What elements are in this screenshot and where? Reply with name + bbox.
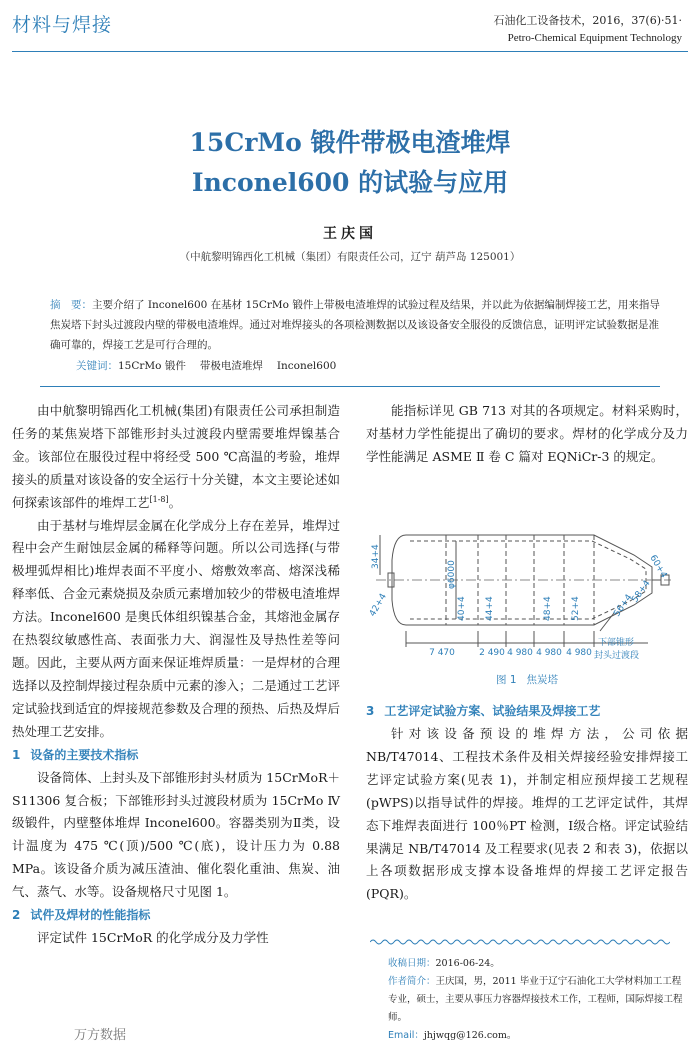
footnote (388, 955, 688, 1045)
footnote-separator (370, 938, 670, 946)
body-paragraph: 针对该设备预设的堆焊方法，公司依据 NB/T47014、工程技术条件及相关焊接经验安排焊接工艺评定试验方案(见表 1)，并制定相应预焊接工艺规程(pWPS)以指导试件的焊接。堆焊的工艺评定试件，其焊态下堆焊表面进行 100％PT 检测，Ⅰ级合格。评定试验结果满足 NB/T47014 及工程要求(见表 2 和表 3)，依据以上各项数据形成支撑本设备堆焊的焊接工艺评定报告(PQR)。 (366, 726, 688, 902)
dim-right-3: 58+4 (630, 578, 653, 605)
abstract (50, 295, 660, 355)
dim-bottom-left: 42+4 (367, 592, 389, 619)
dim-bottom-4: 4 980 (536, 648, 562, 658)
article-title-line1: 15CrMo 锻件带极电渣堆焊 (189, 128, 511, 157)
keyword-item: 15CrMo 锻件 (118, 360, 186, 372)
author-affiliation: （中航黎明锦西化工机械（集团）有限责任公司，辽宁 葫芦岛 125001） (179, 251, 521, 263)
callout-line2: 封头过渡段 (594, 651, 640, 661)
watermark: 万方数据 (74, 1028, 127, 1043)
article-title-line2: Inconel600 的试验与应用 (191, 168, 509, 197)
dim-right-2: 60+4 (647, 553, 669, 580)
section-heading-2: 2 试件及焊材的性能指标 (12, 908, 151, 923)
keywords (76, 358, 350, 373)
author-bio: 作者简介：王庆国，男，2011 毕业于辽宁石油化工大学材料加工工程专业，硕士，主要从事压力容器焊接技术工作，工程师，国际焊接工程师。 (388, 976, 683, 1023)
body-paragraph: 由于基材与堆焊层金属在化学成分上存在差异，堆焊过程中会产生耐蚀层金属的稀释等问题。所以公司选择(与带极埋弧焊相比)堆焊表面不平度小、熔敷效率高、熔深浅稀释率低、合金元素烧损及杂质元素增加较少的带极电渣堆焊方法。Inconel600 是奥氏体组织镍基合金，其熔池金属存在热裂纹敏感性高、表面张力大、润湿性及导热性差等问题。因此，主要从两方面来保证堆焊质量：一是焊材的合理选择以及控制焊接过程杂质中元素的渗入；二是通过工艺评定试验找到适宜的焊接规范参数及合理的预热、后热及焊后热处理工艺安排。 (12, 517, 340, 739)
dim-top-left: 34+4 (371, 544, 381, 569)
keyword-item: Inconel600 (276, 360, 337, 372)
callout-line1: 下部锥形 (598, 638, 635, 648)
author-name: 王庆国 (323, 226, 377, 242)
dim-diameter: φ6000 (447, 560, 457, 589)
dim-vertical-4: 52+4 (571, 596, 581, 621)
author-email: Email：jhjwqg@126.com。 (388, 1030, 517, 1041)
email-link[interactable]: jhjwqg@126.com。 (423, 1030, 517, 1041)
figure-caption: 图 1 焦炭塔 (495, 674, 559, 686)
abstract-divider (40, 386, 660, 387)
received-date: 收稿日期：2016-06-24。 (388, 958, 500, 969)
coke-tower-drawing (366, 505, 688, 670)
dim-bottom-3: 4 980 (507, 648, 533, 658)
dim-vertical-2: 44+4 (485, 596, 495, 621)
reference-citation[interactable]: [1-8] (149, 494, 169, 504)
header-divider (12, 51, 688, 52)
body-paragraph: 能指标详见 GB 713 对其的各项规定。材料采购时，对基材力学性能提出了确切的要求。焊材的化学成分及力学性能满足 ASME Ⅱ 卷 C 篇对 EQNiCr-3 的规定。 (366, 403, 688, 464)
dim-bottom-2: 2 490 (479, 648, 505, 658)
body-paragraph: 设备筒体、上封头及下部锥形封头材质为 15CrMoR＋S11306 复合板；下部锥形封头过渡段材质为 15CrMo Ⅳ 级锻件，内壁整体堆焊 Inconel600。容器类别为Ⅱ类，设计温度为 475 ℃(顶)/500 ℃(底)，设计压力为 0.88 MPa。该设备介质为减压渣油、催化裂化重油、焦炭、油气、蒸气、水等。设备规格尺寸见图 1。 (12, 769, 340, 900)
right-column-top (366, 400, 688, 469)
left-column (12, 400, 340, 950)
journal-english-name: Petro-Chemical Equipment Technology (507, 32, 682, 44)
dim-vertical-3: 48+4 (543, 596, 553, 621)
keyword-item: 带极电渣堆焊 (199, 360, 263, 372)
journal-citation: 石油化工设备技术，2016，37(6)·51· (493, 14, 682, 27)
body-paragraph: 由中航黎明锦西化工机械(集团)有限责任公司承担制造任务的某焦炭塔下部锥形封头过渡段内壁需要堆焊镍基合金。该部位在服役过程中将经受 500 ℃高温的考验，堆焊接头的质量对该设备的安全运行十分关键，本文主要论述如何探索该部件的堆焊工艺[1-8]。 (12, 403, 340, 510)
dim-vertical-1: 40+4 (457, 596, 467, 621)
section-tag: 材料与焊接 (12, 14, 113, 36)
body-paragraph: 评定试件 15CrMoR 的化学成分及力学性 (37, 930, 269, 946)
dim-right-1: 56+4 (612, 592, 635, 619)
section-heading-3: 3 工艺评定试验方案、试验结果及焊接工艺 (366, 704, 601, 718)
dim-bottom-5: 4 980 (566, 648, 592, 658)
dim-bottom-1: 7 470 (429, 648, 455, 658)
section-heading-1: 1 设备的主要技术指标 (12, 747, 139, 762)
abstract-text: 主要介绍了 Inconel600 在基材 15CrMo 锻件上带极电渣堆焊的试验过程及结果，并以此为依据编制焊接工艺，用来指导焦炭塔下封头过渡段内壁的带极电渣堆焊。通过对堆焊接头的各项检测数据以及该设备安全服役的反馈信息，证明评定试验数据是准确可靠的，焊接工艺是可行合理的。 (50, 299, 660, 351)
keywords-label: 关键词： (76, 360, 118, 372)
right-column-bottom (366, 700, 688, 906)
abstract-label: 摘 要： (50, 299, 92, 311)
